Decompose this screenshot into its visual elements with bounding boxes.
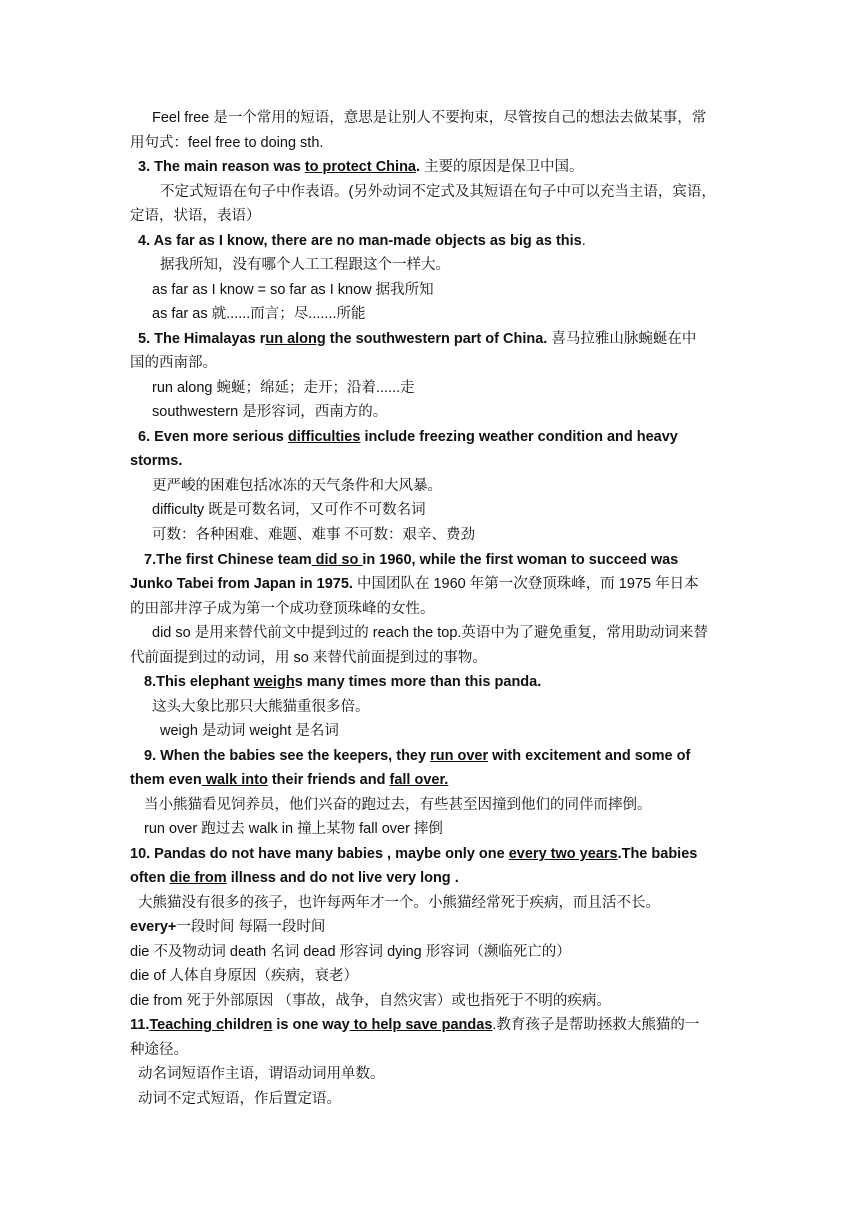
text-line: 动名词短语作主语，谓语动词用单数。 xyxy=(138,1066,385,1082)
text-line: as far as I know = so far as I know 据我所知 xyxy=(152,282,434,298)
text-line: 据我所知，没有哪个人工工程跟这个一样大。 xyxy=(160,257,450,273)
phrase-highlight: n xyxy=(263,1017,273,1033)
text-line: as far as 就......而言；尽.......所能 xyxy=(152,306,366,322)
phrase-highlight: difficulties xyxy=(287,429,361,445)
phrase-highlight: Teaching c xyxy=(149,1017,225,1033)
text-line: 当小熊猫看见饲养员，他们兴奋的跑过去，有些甚至因撞到他们的同伴而摔倒。 xyxy=(144,797,652,813)
text-line: southwestern 是形容词，西南方的。 xyxy=(152,404,388,420)
text-line: 不定式短语在句子中作表语。(另外动词不定式及其短语在句子中可以充当主语，宾语， xyxy=(160,184,716,200)
phrase-highlight: to protect China xyxy=(304,159,416,175)
text-line: 国的西南部。 xyxy=(130,355,217,371)
text-line: 这头大象比那只大熊猫重很多倍。 xyxy=(152,699,370,715)
text-line: 代前面提到过的动词，用 so 来替代前面提到过的事物。 xyxy=(130,650,487,666)
text-line: 种途径。 xyxy=(130,1042,188,1058)
phrase-highlight: un along xyxy=(265,331,326,347)
sentence-4: 4. As far as I know, there are no man-made objects as big as this. xyxy=(138,233,586,249)
text-line: storms. xyxy=(130,453,183,469)
text-line: run along 蜿蜒；绵延；走开；沿着......走 xyxy=(152,380,415,396)
text-line: them even walk into their friends and fall over. xyxy=(130,772,449,788)
sentence-10: 10. Pandas do not have many babies , maybe only one every two years.The babies xyxy=(130,846,698,862)
text-line: run over 跑过去 walk in 撞上某物 fall over 摔倒 xyxy=(144,821,443,837)
phrase-highlight: fall over. xyxy=(389,772,449,788)
text-line: Feel free 是一个常用的短语，意思是让别人不要拘束，尽管按自己的想法去做某事，常 xyxy=(152,110,707,126)
sentence-8: 8.This elephant weighs many times more than this panda. xyxy=(144,674,542,690)
text-line: weigh 是动词 weight 是名词 xyxy=(160,723,339,739)
phrase-highlight: run over xyxy=(430,748,489,764)
text-line: die from 死于外部原因 （事故，战争，自然灾害）或也指死于不明的疾病。 xyxy=(130,993,611,1009)
phrase-highlight: to help save pandas xyxy=(349,1017,493,1033)
sentence-9: 9. When the babies see the keepers, they run over with excitement and some of xyxy=(144,748,691,764)
phrase-highlight: walk into xyxy=(201,772,268,788)
phrase-highlight: weigh xyxy=(253,674,295,690)
text-line: difficulty 既是可数名词，又可作不可数名词 xyxy=(152,502,426,518)
sentence-5: 5. The Himalayas run along the southwestern part of China. 喜马拉雅山脉蜿蜒在中 xyxy=(138,331,697,347)
text-line: 大熊猫没有很多的孩子，也许每两年才一个。小熊猫经常死于疾病，而且活不长。 xyxy=(138,895,660,911)
text-line: die 不及物动词 death 名词 dead 形容词 dying 形容词（濒临死亡的） xyxy=(130,944,571,960)
phrase-highlight: did so xyxy=(311,552,363,568)
text-line: die of 人体自身原因（疾病，衰老） xyxy=(130,968,358,984)
text-line: 更严峻的困难包括冰冻的天气条件和大风暴。 xyxy=(152,478,442,494)
text-line: 定语，状语，表语） xyxy=(130,208,261,224)
sentence-7: 7.The first Chinese team did so in 1960, while the first woman to succeed was xyxy=(144,552,679,568)
text-line: Junko Tabei from Japan in 1975. 中国团队在 1960 年第一次登顶珠峰，而 1975 年日本 xyxy=(130,576,699,592)
text-line: 用句式：feel free to doing sth. xyxy=(130,135,324,151)
text-line: every+一段时间 每隔一段时间 xyxy=(130,919,326,935)
sentence-3: 3. The main reason was to protect China. 主要的原因是保卫中国。 xyxy=(138,159,584,175)
text-line: did so 是用来替代前文中提到过的 reach the top.英语中为了避免重复，常用助动词来替 xyxy=(152,625,708,641)
text-line: often die from illness and do not live very long . xyxy=(130,870,459,886)
sentence-11: 11.Teaching children is one way to help save pandas.教育孩子是帮助拯救大熊猫的一 xyxy=(130,1017,700,1033)
phrase-highlight: every two years xyxy=(508,846,618,862)
text-line: 可数：各种困难、难题、难事 不可数：艰辛、费劲 xyxy=(152,527,476,543)
text-line: 的田部井淳子成为第一个成功登顶珠峰的女性。 xyxy=(130,601,435,617)
phrase-highlight: die from xyxy=(169,870,227,886)
sentence-6: 6. Even more serious difficulties include freezing weather condition and heavy xyxy=(138,429,678,445)
text-line: 动词不定式短语，作后置定语。 xyxy=(138,1091,341,1107)
